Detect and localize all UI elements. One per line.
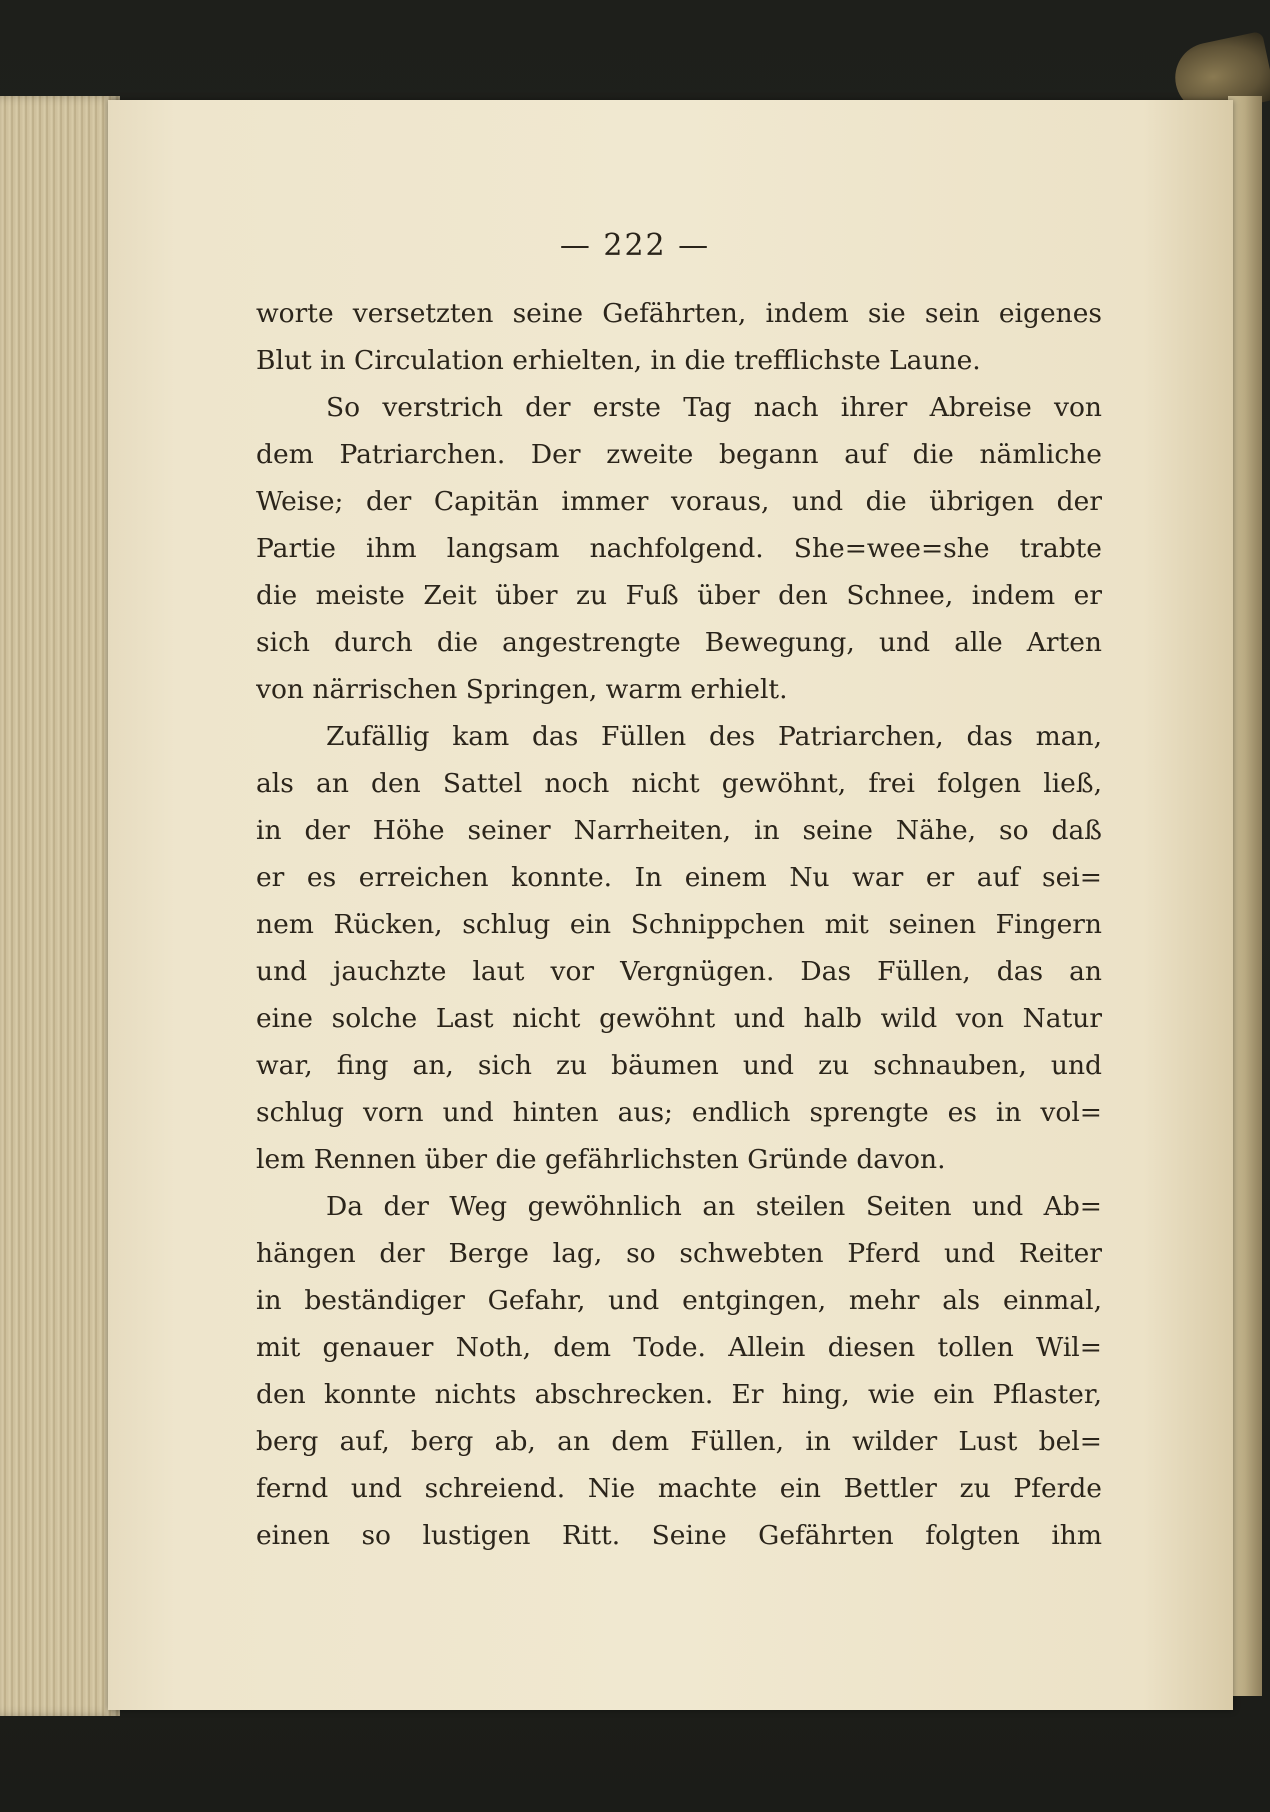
text-line: worte versetzten seine Gefährten, indem sie sein eigenes bbox=[256, 298, 1102, 329]
body-text bbox=[256, 290, 1102, 1559]
text-line: eine solche Last nicht gewöhnt und halb wild von Natur bbox=[256, 1003, 1102, 1034]
text-line: hängen der Berge lag, so schwebten Pferd und Reiter bbox=[256, 1238, 1102, 1269]
text-line: in der Höhe seiner Narrheiten, in seine Nähe, so daß bbox=[256, 815, 1102, 846]
text-line: mit genauer Noth, dem Tode. Allein diesen tollen Wil= bbox=[256, 1332, 1102, 1363]
text-line: Blut in Circulation erhielten, in die trefflichste Laune. bbox=[256, 345, 981, 376]
text-line: einen so lustigen Ritt. Seine Gefährten folgten ihm bbox=[256, 1520, 1102, 1551]
text-line: berg auf, berg ab, an dem Füllen, in wilder Lust bel= bbox=[256, 1426, 1102, 1457]
text-line: sich durch die angestrengte Bewegung, und alle Arten bbox=[256, 627, 1102, 658]
text-line: in beständiger Gefahr, und entgingen, mehr als einmal, bbox=[256, 1285, 1102, 1316]
text-line: So verstrich der erste Tag nach ihrer Abreise von bbox=[326, 392, 1102, 423]
text-line: und jauchzte laut vor Vergnügen. Das Füllen, das an bbox=[256, 956, 1102, 987]
page-block-edges bbox=[0, 96, 120, 1716]
text-line: lem Rennen über die gefährlichsten Gründe davon. bbox=[256, 1144, 946, 1175]
paragraph bbox=[256, 1183, 1102, 1559]
page-number: — 222 — bbox=[559, 228, 711, 263]
right-leaf-edge bbox=[1228, 96, 1262, 1696]
text-line: von närrischen Springen, warm erhielt. bbox=[256, 674, 788, 705]
text-line: dem Patriarchen. Der zweite begann auf die nämliche bbox=[256, 439, 1102, 470]
text-line: er es erreichen konnte. In einem Nu war er auf sei= bbox=[256, 862, 1102, 893]
text-line: Da der Weg gewöhnlich an steilen Seiten und Ab= bbox=[326, 1191, 1102, 1222]
text-line: schlug vorn und hinten aus; endlich sprengte es in vol= bbox=[256, 1097, 1102, 1128]
paragraph bbox=[256, 713, 1102, 1183]
text-line: nem Rücken, schlug ein Schnippchen mit seinen Fingern bbox=[256, 909, 1102, 940]
text-line: war, fing an, sich zu bäumen und zu schnauben, und bbox=[256, 1050, 1102, 1081]
text-line: als an den Sattel noch nicht gewöhnt, frei folgen ließ, bbox=[256, 768, 1102, 799]
text-line: fernd und schreiend. Nie machte ein Bettler zu Pferde bbox=[256, 1473, 1102, 1504]
text-line: Zufällig kam das Füllen des Patriarchen, das man, bbox=[326, 721, 1102, 752]
text-line: den konnte nichts abschrecken. Er hing, wie ein Pflaster, bbox=[256, 1379, 1102, 1410]
text-line: die meiste Zeit über zu Fuß über den Schnee, indem er bbox=[256, 580, 1102, 611]
text-line: Weise; der Capitän immer voraus, und die übrigen der bbox=[256, 486, 1102, 517]
text-line: Partie ihm langsam nachfolgend. She=wee=she trabte bbox=[256, 533, 1102, 564]
paragraph bbox=[256, 384, 1102, 713]
paragraph bbox=[256, 290, 1102, 384]
